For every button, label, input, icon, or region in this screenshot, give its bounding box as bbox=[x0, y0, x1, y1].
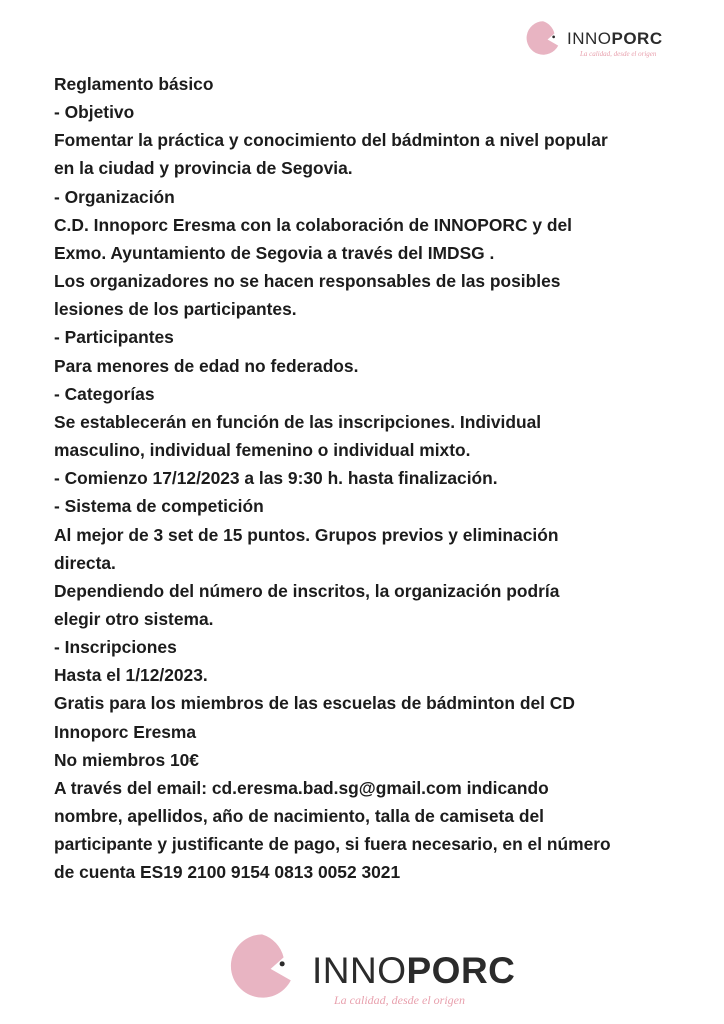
text-line: Al mejor de 3 set de 15 puntos. Grupos previos y eliminación bbox=[54, 524, 559, 545]
footer-logo bbox=[226, 930, 516, 1010]
text-line: Para menores de edad no federados. bbox=[54, 355, 359, 376]
text-line: - Participantes bbox=[54, 327, 174, 348]
text-line: No miembros 10€ bbox=[54, 749, 199, 770]
brand-wordmark bbox=[567, 29, 663, 49]
brand-name-light: INNO bbox=[567, 29, 612, 48]
text-line: Fomentar la práctica y conocimiento del bádminton a nivel popular bbox=[54, 130, 608, 151]
brand-tagline: La calidad, desde el origen bbox=[580, 50, 657, 58]
text-line: Los organizadores no se hacen responsables de las posibles bbox=[54, 271, 561, 292]
text-line: Reglamento básico bbox=[54, 74, 214, 94]
text-line: lesiones de los participantes. bbox=[54, 299, 297, 320]
text-line: Exmo. Ayuntamiento de Segovia a través del IMDSG . bbox=[54, 242, 495, 263]
brand-name-bold: PORC bbox=[406, 950, 516, 991]
text-line: directa. bbox=[54, 552, 116, 573]
text-line: nombre, apellidos, año de nacimiento, talla de camiseta del bbox=[54, 806, 544, 827]
brand-tagline: La calidad, desde el origen bbox=[334, 993, 465, 1007]
text-line: C.D. Innoporc Eresma con la colaboración de INNOPORC y del bbox=[54, 214, 572, 235]
text-line: - Categorías bbox=[54, 383, 155, 404]
pig-logo-icon bbox=[226, 930, 298, 1002]
header-logo bbox=[524, 18, 674, 62]
pig-logo-icon bbox=[524, 19, 562, 57]
text-line: masculino, individual femenino o individual mixto. bbox=[54, 440, 471, 461]
brand-name-light: INNO bbox=[312, 950, 407, 991]
text-line: Se establecerán en función de las inscripciones. Individual bbox=[54, 411, 542, 432]
regulation-text bbox=[54, 70, 684, 887]
text-line: participante y justificante de pago, si fuera necesario, en el número bbox=[54, 834, 611, 855]
text-line: Dependiendo del número de inscritos, la organización podría bbox=[54, 580, 560, 601]
text-line: de cuenta ES19 2100 9154 0813 0052 3021 bbox=[54, 862, 401, 883]
text-line: A través del email: cd.eresma.bad.sg@gmail.com indicando bbox=[54, 777, 549, 798]
text-line: Gratis para los miembros de las escuelas de bádminton del CD bbox=[54, 693, 575, 714]
text-line: - Organización bbox=[54, 186, 175, 207]
text-line: Hasta el 1/12/2023. bbox=[54, 665, 208, 686]
brand-wordmark bbox=[312, 950, 515, 992]
text-line: - Comienzo 17/12/2023 a las 9:30 h. hasta finalización. bbox=[54, 468, 498, 489]
text-line: - Objetivo bbox=[54, 102, 135, 123]
text-line: - Sistema de competición bbox=[54, 496, 264, 517]
brand-name-bold: PORC bbox=[611, 29, 663, 48]
text-line: elegir otro sistema. bbox=[54, 608, 214, 629]
text-line: Innoporc Eresma bbox=[54, 721, 197, 742]
text-line: - Inscripciones bbox=[54, 637, 177, 658]
text-line: en la ciudad y provincia de Segovia. bbox=[54, 158, 353, 179]
